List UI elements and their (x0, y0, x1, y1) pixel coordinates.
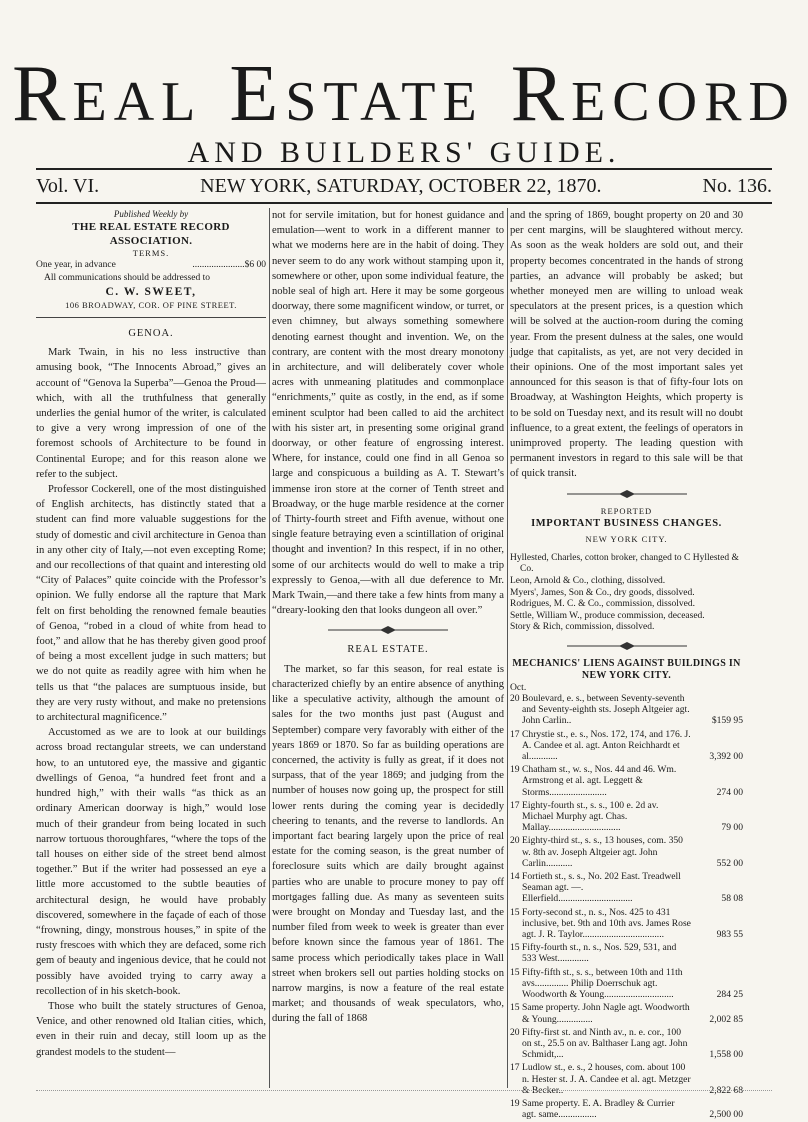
table-row (510, 764, 743, 798)
table-row (510, 967, 743, 1001)
lien-description: Fifty-fourth st., n. s., Nos. 529, 531, and 533 West............. (522, 942, 677, 965)
list-item: Story & Rich, commission, dissolved. (510, 622, 655, 633)
liens-heading: MECHANICS' LIENS AGAINST BUILDINGS IN NEW YORK CITY. (512, 658, 741, 682)
column-rule-2 (507, 208, 508, 1088)
lien-amount: 2,002 85 (709, 1013, 743, 1025)
genoa-heading: GENOA. (128, 328, 174, 339)
ornamental-rule-icon (510, 490, 743, 498)
table-row (510, 871, 743, 905)
lien-description: Chrystie st., e. s., Nos. 172, 174, and 176. J. A. Candee et al. agt. Anton Reichhardt et al............ (522, 728, 691, 763)
published-by: Published Weekly by (113, 209, 189, 219)
price-dots: ...................... (192, 260, 245, 270)
lien-description: Fifty-fifth st., s. s., between 10th and 11th avs.............. Philip Doerrschuk agt. Woodworth & Young............................. (522, 966, 683, 1001)
table-row (510, 1098, 743, 1120)
newspaper-title: Real Estate Record (12, 50, 796, 138)
lien-day: 20 (510, 1026, 520, 1038)
real-estate-text: The market, so far this season, for real estate is characterized chiefly by an entire absence of anything like a speculative activity, although the amount of sales for the two months just past (August and September) compare very favorably with either of the years 1869 or 1870. So far as building operations are concerned, the activity is fully as great, if it does not surpass, that of the year 1869; and judging from the number of houses now going up, the prospect for still lower rents during the coming year is decidedly cheering to tenants, and the reverse to landlords. An important fact bearing largely upon the price of real estate for the coming season, is the great number of foreclosure suits which are daily brought against parties who are unable to procure money to pay off mortgages falling due. As many as seventeen suits were brought on Monday and Tuesday last, and the number filed from week to week is greater than ever before known since the famous year of 1861. The same process which periodically takes place in Wall street when brokers sell out parties holding stocks on narrow margins, is now a feature of the real estate market; and thousands of weak speculators, who, during the fall of 1868 (272, 663, 504, 1025)
lien-amount: 2,500 00 (709, 1109, 743, 1121)
lien-amount: 3,392 00 (709, 751, 743, 763)
lien-amount: 1,558 00 (709, 1049, 743, 1061)
lien-day: 15 (510, 966, 520, 978)
divider (36, 317, 266, 318)
ornamental-rule-icon (272, 626, 504, 634)
real-estate-heading: REAL ESTATE. (347, 644, 429, 656)
table-row (510, 693, 743, 727)
genoa-continued: not for servile imitation, but for honest guidance and emulation—went to work in a different manner to what we moderns here are in the habit of doing. They never seem to do any work without stamping upon it, somewhere or other, upon some individual feature, the noble seal of high art. Here it may be some gorgeous doorway, there some magnificent window, or turret, or even chimney, but always something somewhere denoting earnest thought and invention. We, on the contrary, are content with the most dreary monotony in architecture, and will deliberately cover whole acres with unmeaning platitudes and commonplace “enrichments,” quite as costly, in the end, as if some eminent sculptor had been called to aid the architect with his sister art, in presenting some original grand doorway, or other feature of engrossing interest. Where, for instance, could one find in all Genoa so large and conspicuous a building as A. T. Stewart’s immense iron store at the corner of Tenth street and Broadway, or the huge marble residence at the corner of Thirty-fourth street and Fifth avenue, without one single feature betraying even a scintillation of original thought and invention? In this respect, if in no other, some of our architects would do well to make a trip expressly to Genoa,—with all due deference to Mr. Mark Twain,—and there take a few hints from many a “dreary-looking den that looks dungeon all over.” (272, 210, 504, 617)
list-item: Rodrigues, M. C. & Co., commission, dissolved. (510, 599, 695, 610)
column-3 (510, 208, 743, 1122)
lien-day: 17 (510, 1062, 520, 1074)
ornamental-rule-icon (510, 642, 743, 650)
business-changes-list (510, 553, 743, 634)
page-bottom-edge (36, 1090, 772, 1091)
newspaper-subtitle: AND BUILDERS' GUIDE. (187, 136, 621, 169)
table-row (510, 1027, 743, 1061)
business-changes-city: NEW YORK CITY. (585, 533, 668, 544)
lien-description: Forty-second st., n. s., Nos. 425 to 431 inclusive, bet. 9th and 10th avs. James Rose agt. J. R. Taylor.................................. (522, 906, 691, 941)
editor-name: C. W. SWEET, (105, 286, 197, 298)
column-rule-1 (269, 208, 270, 1088)
list-item: Leon, Arnold & Co., clothing, dissolved. (510, 576, 666, 587)
price-label: One year, in advance (36, 260, 116, 270)
genoa-paragraph-2: Professor Cockerell, one of the most distinguished of English architects, has distinctly stated that a student can find more valuable suggestions for the study of domestic and civil architecture in Genoa than in any other city of Italy,—not even excepting Rome; and our recollections of that quaint and interesting old “City of Palaces” quite coincide with the Professor’s opinion. We fully endorse all the rapture that Mark felt on first beholding the renowned female beauties of Genoa, “robed in a cloud of white from head to foot,” and allow that he has thereby given good proof of being a most excellent judge in such matters; but we do not quite as readily agree with him when he tells us that “the palaces are sumptuous inside, but they are very rusty without, and make no pretensions to architectural magnificence.” (36, 484, 266, 724)
price-value: $6 00 (244, 260, 266, 270)
list-item: Myers', James, Son & Co., dry goods, dissolved. (510, 587, 695, 598)
lien-day: 17 (510, 728, 520, 740)
table-row (510, 800, 743, 834)
lien-amount: 79 00 (721, 822, 743, 834)
lien-day: 15 (510, 906, 520, 918)
table-row (510, 907, 743, 941)
genoa-paragraph-1: Mark Twain, in his no less instructive than amusing book, “The Innocents Abroad,” gives an account of “Genova la Superba”—Genoa the Proud—which, with all the truthfulness that generally underlies the genial humor of the writer, is calculated to give a very wrong impression of one of the foremost schools of Architecture to be found in Continental Europe; and for this reason alone we refer to the subject. (36, 347, 266, 480)
lien-description: Eighty-third st., s. s., 13 houses, com. 350 w. 8th av. Joseph Altgeier agt. John Carlin........... (522, 835, 683, 869)
genoa-paragraph-3: Accustomed as we are to look at our buildings across broad rectangular streets, we can understand how, to an untutored eye, the massive and gigantic dwellings of Genoa, “a hundred feet front and a hundred high,” with their walls “as thick as an ordinary American doorway is high,” would lose much of their grandeur from being located in such narrow tortuous thoroughfares, “where the tops of the tall houses on either side of the street bend almost together.” But if the writer had possessed an eye a little more accustomed to the subtle beauties of architectural design, he would have probably discovered, somewhere in the façade of each of those “frowning, dingy, monstrous houses,” in spite of the rusty frescoes with which they are defaced, some rich gem of beauty and ingenious device, that he could not possibly have avoided trying to carry away a recollection of in his sketch-book. (36, 727, 266, 997)
lien-day: 15 (510, 942, 520, 954)
lien-day: 14 (510, 871, 520, 883)
business-changes-heading: IMPORTANT BUSINESS CHANGES. (531, 517, 722, 529)
issue-number: No. 136. (702, 175, 772, 197)
lien-amount: 58 08 (721, 893, 743, 905)
office-address: 106 BROADWAY, COR. OF PINE STREET. (65, 300, 237, 310)
lien-amount: 983 55 (716, 929, 743, 941)
lien-description: Ludlow st., e. s., 2 houses, com. about 100 n. Hester st. J. A. Candee et al. agt. Metzger & Becker.. (522, 1062, 691, 1096)
genoa-paragraph-4: Those who built the stately structures of Genoa, Venice, and other renowned old Italian cities, which, even in their ruin and decay, still loom up as the grandest models to the student— (36, 1000, 266, 1058)
lien-day: 17 (510, 799, 520, 811)
lien-day: 15 (510, 1002, 520, 1014)
lien-description: Boulevard, e. s., between Seventy-seventh and Seventy-eighth sts. Joseph Altgeier agt. John Carlin.. (522, 693, 690, 727)
lien-amount: 2,822 68 (709, 1084, 743, 1096)
table-row (510, 729, 743, 763)
lien-description: Same property. John Nagle agt. Woodworth & Young............... (522, 1002, 690, 1025)
lien-description: Same property. E. A. Bradley & Currier agt. same................ (522, 1097, 675, 1121)
lien-description: Fifty-first st. and Ninth av., n. e. cor., 100 on st., 25.5 on av. Balthaser Lang agt. John Schmidt,... (522, 1026, 688, 1061)
lien-amount: 274 00 (716, 786, 743, 798)
association-name: THE REAL ESTATE RECORD ASSOCIATION. (72, 221, 230, 247)
list-item: Settle, William W., produce commission, deceased. (510, 610, 705, 621)
column-2 (272, 208, 504, 1027)
subscription-price-line (36, 259, 266, 272)
lien-description: Eighty-fourth st., s. s., 100 e. 2d av. Michael Murphy agt. Chas. Mallay.............................. (522, 799, 659, 834)
lien-description: Chatham st., w. s., Nos. 44 and 46. Wm. Armstrong et al. agt. Leggett & Storms........................ (522, 764, 677, 798)
table-row (510, 1002, 743, 1024)
masthead (0, 52, 808, 170)
lien-day: 20 (510, 693, 520, 705)
lien-day: 19 (510, 1097, 520, 1109)
real-estate-continued: and the spring of 1869, bought property on 20 and 30 per cent margins, will be slaughtered without mercy. As soon as the weak holders are sold out, and their property becomes concentrated in the hands of strong parties, an advance will probably be asked; but whether moneyed men are willing to unload weak speculators at the present prices, is a question which will be solved at the auction-room during the coming year. From the present dulness at the sales, one would judge that capitalists, as yet, are not very decided in their opinions. One of the most important sales yet announced for this season is that of fifty-four lots on Broadway, at Washington Heights, which property is to be sold on Tuesday next, and its result will no doubt influence, to a great extent, the feelings of operators in unimproved property. The leading question with permanent investors in regard to this sale will be that of quick transit. (510, 210, 743, 480)
lien-amount: $159 95 (711, 715, 743, 727)
lien-day: 20 (510, 835, 520, 847)
reported-label: REPORTED (600, 505, 653, 516)
lien-description: Fortieth st., s. s., No. 202 East. Treadwell Seaman agt. —. Ellerfield............................... (522, 871, 681, 905)
dateline: NEW YORK, SATURDAY, OCTOBER 22, 1870. (200, 175, 602, 197)
column-1 (36, 208, 266, 1060)
terms-label: TERMS. (132, 248, 170, 258)
address-note: All communications should be addressed to (44, 273, 210, 283)
issue-bar (36, 168, 772, 204)
lien-day: 19 (510, 764, 520, 776)
volume-label: Vol. VI. (36, 175, 100, 197)
lien-amount: 552 00 (716, 857, 743, 869)
liens-month: Oct. (510, 682, 527, 694)
lien-amount: 284 25 (716, 989, 743, 1001)
liens-list (510, 693, 743, 1120)
table-row (510, 942, 743, 964)
table-row (510, 835, 743, 869)
list-item: Hyllested, Charles, cotton broker, changed to C Hyllested & Co. (510, 552, 739, 575)
